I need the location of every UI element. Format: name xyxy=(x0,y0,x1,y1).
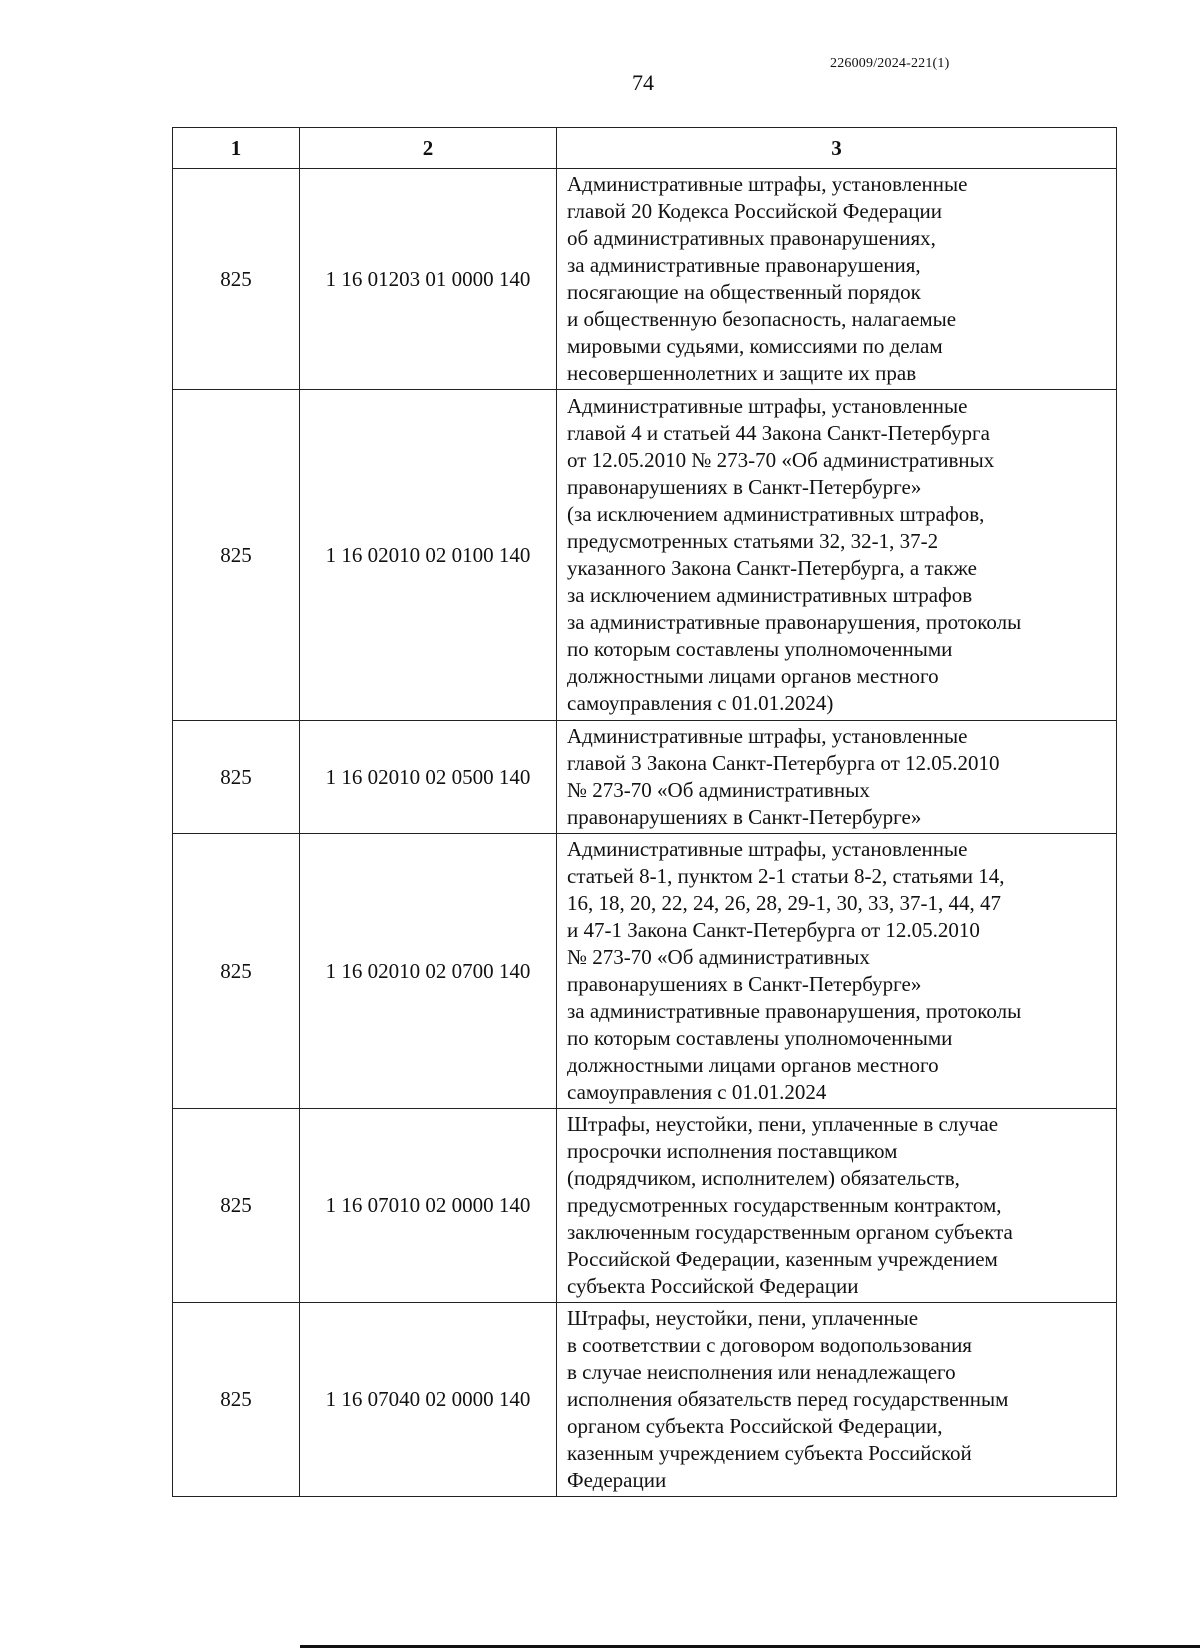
description-line: в случае неисполнения или ненадлежащего xyxy=(567,1360,956,1384)
budget-code-cell: 1 16 02010 02 0100 140 xyxy=(300,390,557,721)
description-line: за административные правонарушения, протоколы xyxy=(567,610,1022,634)
description-line: предусмотренных статьями 32, 32-1, 37-2 xyxy=(567,529,939,553)
description-line: указанного Закона Санкт-Петербурга, а также xyxy=(567,556,977,580)
description-line: субъекта Российской Федерации xyxy=(567,1274,859,1298)
budget-code-cell: 1 16 02010 02 0500 140 xyxy=(300,721,557,834)
description-cell xyxy=(557,721,1117,834)
table-row xyxy=(173,169,1117,390)
description-line: Штрафы, неустойки, пени, уплаченные xyxy=(567,1306,919,1330)
description-line: правонарушениях в Санкт-Петербурге» xyxy=(567,475,922,499)
description-line: самоуправления с 01.01.2024 xyxy=(567,1080,827,1104)
table-row xyxy=(173,390,1117,721)
description-line: и общественную безопасность, налагаемые xyxy=(567,307,957,331)
document-number: 226009/2024-221(1) xyxy=(830,56,950,71)
table-row xyxy=(173,1303,1117,1497)
description-cell xyxy=(557,169,1117,390)
description-line: предусмотренных государственным контрактом, xyxy=(567,1193,1002,1217)
admin-code-cell: 825 xyxy=(173,721,300,834)
column-header-2: 2 xyxy=(300,128,557,169)
budget-code-cell: 1 16 07040 02 0000 140 xyxy=(300,1303,557,1497)
description-line: (за исключением административных штрафов, xyxy=(567,502,985,526)
admin-code-cell: 825 xyxy=(173,390,300,721)
description-line: по которым составлены уполномоченными xyxy=(567,1026,953,1050)
description-line: № 273-70 «Об административных xyxy=(567,778,870,802)
description-line: самоуправления с 01.01.2024) xyxy=(567,691,834,715)
budget-code-cell: 1 16 02010 02 0700 140 xyxy=(300,834,557,1109)
description-line: № 273-70 «Об административных xyxy=(567,945,870,969)
description-cell xyxy=(557,834,1117,1109)
description-line: просрочки исполнения поставщиком xyxy=(567,1139,898,1163)
column-header-3: 3 xyxy=(557,128,1117,169)
description-line: в соответствии с договором водопользования xyxy=(567,1333,972,1357)
budget-codes-table xyxy=(172,127,1117,1497)
description-line: главой 4 и статьей 44 Закона Санкт-Петербурга xyxy=(567,421,990,445)
description-line: 16, 18, 20, 22, 24, 26, 28, 29-1, 30, 33, 37-1, 44, 47 xyxy=(567,891,1001,915)
table-row xyxy=(173,1109,1117,1303)
description-line: по которым составлены уполномоченными xyxy=(567,637,953,661)
description-line: правонарушениях в Санкт-Петербурге» xyxy=(567,972,922,996)
description-line: исполнения обязательств перед государственным xyxy=(567,1387,1009,1411)
admin-code-cell: 825 xyxy=(173,834,300,1109)
column-header-1: 1 xyxy=(173,128,300,169)
description-line: Административные штрафы, установленные xyxy=(567,394,968,418)
description-line: главой 20 Кодекса Российской Федерации xyxy=(567,199,942,223)
description-line: Административные штрафы, установленные xyxy=(567,837,968,861)
description-line: Административные штрафы, установленные xyxy=(567,172,968,196)
description-line: несовершеннолетних и защите их прав xyxy=(567,361,917,385)
description-cell xyxy=(557,1109,1117,1303)
description-line: Российской Федерации, казенным учреждением xyxy=(567,1247,998,1271)
description-line: должностными лицами органов местного xyxy=(567,1053,939,1077)
page-number: 74 xyxy=(632,70,654,95)
description-line: и 47-1 Закона Санкт-Петербурга от 12.05.2010 xyxy=(567,918,980,942)
description-line: заключенным государственным органом субъекта xyxy=(567,1220,1013,1244)
description-line: от 12.05.2010 № 273-70 «Об административных xyxy=(567,448,995,472)
description-line: (подрядчиком, исполнителем) обязательств, xyxy=(567,1166,960,1190)
description-line: Административные штрафы, установленные xyxy=(567,724,968,748)
budget-code-cell: 1 16 01203 01 0000 140 xyxy=(300,169,557,390)
description-line: посягающие на общественный порядок xyxy=(567,280,921,304)
description-line: за административные правонарушения, xyxy=(567,253,921,277)
description-cell xyxy=(557,1303,1117,1497)
description-line: правонарушениях в Санкт-Петербурге» xyxy=(567,805,922,829)
table-row xyxy=(173,834,1117,1109)
description-line: казенным учреждением субъекта Российской xyxy=(567,1441,972,1465)
description-line: за исключением административных штрафов xyxy=(567,583,973,607)
description-line: Штрафы, неустойки, пени, уплаченные в случае xyxy=(567,1112,999,1136)
description-cell xyxy=(557,390,1117,721)
table-header-row xyxy=(173,128,1117,169)
description-line: органом субъекта Российской Федерации, xyxy=(567,1414,943,1438)
description-line: должностными лицами органов местного xyxy=(567,664,939,688)
budget-code-cell: 1 16 07010 02 0000 140 xyxy=(300,1109,557,1303)
description-line: Федерации xyxy=(567,1468,667,1492)
description-line: за административные правонарушения, протоколы xyxy=(567,999,1022,1023)
admin-code-cell: 825 xyxy=(173,1109,300,1303)
description-line: об административных правонарушениях, xyxy=(567,226,936,250)
table-row xyxy=(173,721,1117,834)
scan-edge-rule xyxy=(300,1645,1200,1648)
description-line: статьей 8-1, пунктом 2-1 статьи 8-2, статьями 14, xyxy=(567,864,1005,888)
description-line: главой 3 Закона Санкт-Петербурга от 12.05.2010 xyxy=(567,751,1000,775)
admin-code-cell: 825 xyxy=(173,169,300,390)
admin-code-cell: 825 xyxy=(173,1303,300,1497)
description-line: мировыми судьями, комиссиями по делам xyxy=(567,334,943,358)
